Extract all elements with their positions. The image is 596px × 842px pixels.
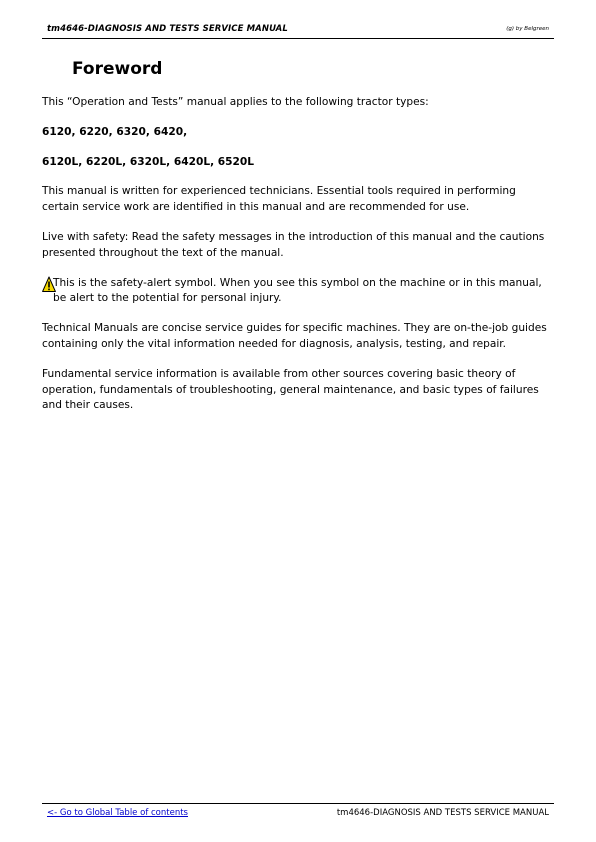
intro-paragraph: This “Operation and Tests” manual applies to the following tractor types:	[42, 96, 429, 108]
header-title: tm4646-DIAGNOSIS AND TESTS SERVICE MANUAL	[47, 24, 288, 34]
header-divider	[42, 38, 554, 39]
document-body	[42, 95, 554, 428]
footer-title: tm4646-DIAGNOSIS AND TESTS SERVICE MANUAL	[336, 808, 549, 818]
fundamental-info-paragraph: Fundamental service information is available from other sources covering basic theory of operation, fundamentals of troubleshooting, general maintenance, and basic types of failures and their causes.	[42, 367, 539, 412]
models-line-2: 6120L, 6220L, 6320L, 6420L, 6520L	[42, 155, 255, 168]
global-toc-link[interactable]: <- Go to Global Table of contents	[47, 808, 188, 818]
technical-manuals-paragraph: Technical Manuals are concise service guides for specific machines. They are on-the-job guides containing only the vital information needed for diagnosis, analysis, testing, and repair.	[42, 322, 547, 350]
safety-paragraph: Live with safety: Read the safety messages in the introduction of this manual and the cautions presented throughout the text of the manual.	[42, 230, 545, 259]
page-heading: Foreword	[72, 59, 163, 79]
experienced-paragraph: This manual is written for experienced technicians. Essential tools required in performing certain service work are identified in this manual and are recommended for use.	[42, 185, 516, 214]
header-credit: (g) by Belgreen	[506, 26, 549, 32]
safety-alert-paragraph	[42, 276, 554, 308]
models-line-1: 6120, 6220, 6320, 6420,	[42, 125, 188, 138]
footer-divider	[42, 803, 554, 804]
safety-alert-text: This is the safety-alert symbol. When you see this symbol on the machine or in this manual, be alert to the potential for personal injury.	[53, 276, 542, 305]
warning-triangle-icon	[42, 276, 56, 293]
